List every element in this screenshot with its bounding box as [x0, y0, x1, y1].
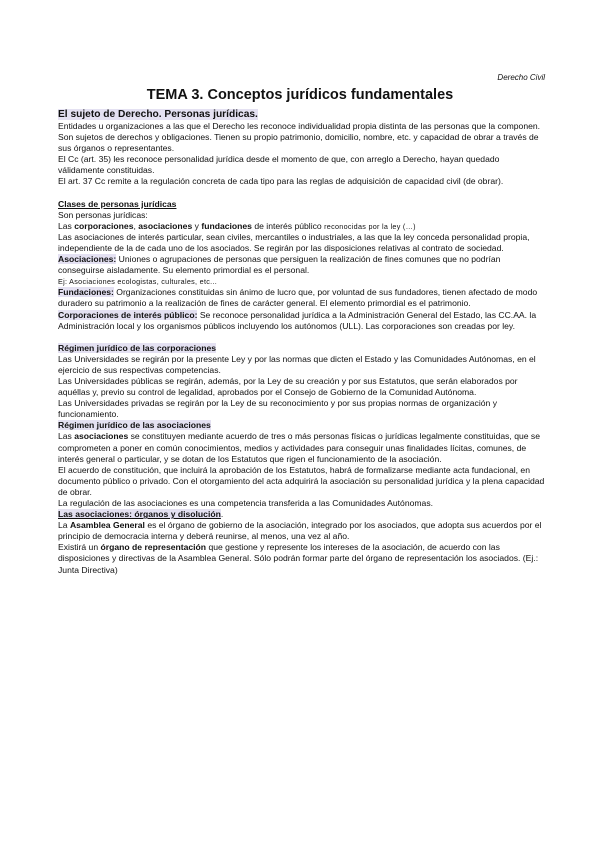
paragraph: La regulación de las asociaciones es una competencia transferida a las Comunidades Autónomas. [58, 498, 434, 508]
paragraph: El acuerdo de constitución, que incluirá la aprobación de los Estatutos, habrá de formalizarse mediante acta fundacional, en documento público o privado. Con el otorgamiento del acta adquirirá la asociación su personalidad jurídica y la plena capacidad de obrar. [58, 464, 545, 497]
section-heading-corporaciones: Régimen jurídico de las corporaciones [58, 342, 217, 353]
paragraph: Fundaciones: Organizaciones constituidas sin ánimo de lucro que, por voluntad de sus fundadores, tienen afectado de modo duradero su patrimonio a la realización de fines de carácter general. El elemento primordial es el patrimonio. [58, 287, 538, 309]
paragraph: Las Universidades privadas se regirán por la Ley de su reconocimiento y por sus propias normas de organización y funcionamiento. [58, 398, 497, 420]
paragraph: Las Universidades se regirán por la presente Ley y por las normas que dicten el Estado y las Comunidades Autónomas, en el ejercicio de sus respectivas competencias. [58, 353, 536, 375]
section-heading-clases: Clases de personas jurídicas [58, 198, 177, 209]
document-body [58, 108, 548, 576]
paragraph: La Asamblea General es el órgano de gobierno de la asociación, integrado por los asociados, que adopta sus acuerdos por el principio de democracia interna y deberá reunirse, al menos, una vez al año. [58, 520, 542, 542]
paragraph: Asociaciones: Uniones o agrupaciones de personas que persiguen la realización de fines comunes que no podrían conseguirse aisladamente. Su elemento primordial es el personal. [58, 254, 501, 276]
page-title: TEMA 3. Conceptos jurídicos fundamentales [146, 87, 454, 103]
paragraph: Las Universidades públicas se regirán, además, por la Ley de su creación y por sus Estatutos, que serán elaborados por aquéllas y, previo su control de legalidad, aprobados por el Consejo de Gobierno de la Comunidad Autónoma. [58, 375, 518, 398]
paragraph: Corporaciones de interés público: Se reconoce personalidad jurídica a la Administración General del Estado, las CC.AA. la Administración local y los organismos públicos incluyendo los autónomos (ULL). Las corporaciones son creadas por ley. [58, 309, 537, 331]
paragraph: Las asociaciones de interés particular, sean civiles, mercantiles o industriales, a las que la ley conceda personalidad propia, independiente de la de cada uno de los asociados. Se regirán por las disposiciones relativas al contrato de sociedad. [58, 231, 530, 253]
paragraph: Son personas jurídicas: [58, 209, 148, 220]
paragraph: El Cc (art. 35) les reconoce personalidad jurídica desde el momento de que, con arreglo a Derecho, hayan quedado válidamente constituidas. [58, 154, 500, 176]
section-heading-sujeto: El sujeto de Derecho. Personas jurídicas. [58, 109, 258, 120]
section-heading-asociaciones: Régimen jurídico de las asociaciones [58, 420, 211, 431]
paragraph: El art. 37 Cc remite a la regulación concreta de cada tipo para las reglas de adquisición de capacidad civil (de obrar). [58, 176, 504, 187]
paragraph: Las asociaciones se constituyen mediante acuerdo de tres o más personas físicas o jurídicas legalmente constituidas, que se comprometen a poner en común conocimientos, medios y actividades para conseguir unas finalidades lícitas, comunes, de interés general o particular, y se dotan de los Estatutos que rigen el funcionamiento de la asociación. [58, 431, 541, 464]
paragraph: Existirá un órgano de representación que gestione y represente los intereses de la asociación, de acuerdo con las disposiciones y directivas de la Asamblea General. Sólo podrán formar parte del órgano de representación los asociados. (Ej.: Junta Directiva) [58, 542, 539, 575]
section-heading-organos: Las asociaciones: órganos y disolución. [58, 509, 224, 520]
subject-header: Derecho Civil [497, 73, 545, 82]
paragraph: Entidades u organizaciones a las que el Derecho les reconoce individualidad propia distinta de las personas que la componen. Son sujetos de derechos y obligaciones. Tienen su propio patrimonio, domicilio, nombre, etc. y capacidad de obrar a través de sus órganos o representantes. [58, 121, 541, 154]
paragraph: Las corporaciones, asociaciones y fundaciones de interés público reconocidas por la ley (…) [58, 220, 416, 231]
example-line: Ej: Asociaciones ecologistas, culturales, etc... [58, 277, 218, 287]
